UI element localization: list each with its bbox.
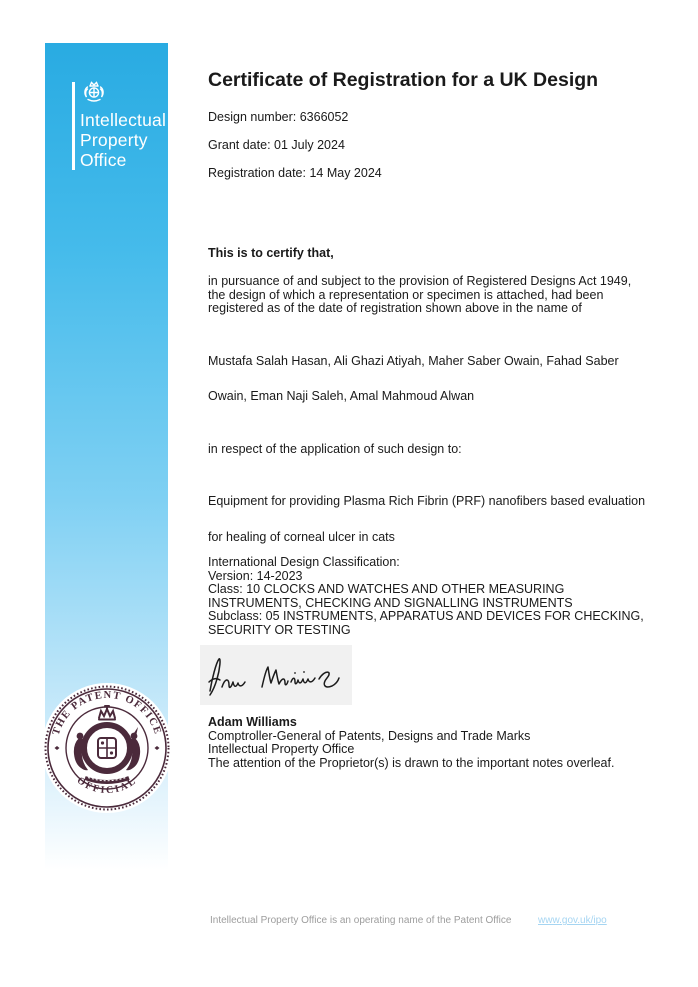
footer-link[interactable]: www.gov.uk/ipo — [538, 915, 607, 926]
certify-body: in pursuance of and subject to the provision of Registered Designs Act 1949, the design of which a representation or specimen is attached, had been registered as of the date of registration shown above in the name of — [208, 274, 632, 316]
royal-crest-icon — [80, 80, 108, 106]
design-number: Design number: 6366052 — [208, 110, 349, 124]
proprietors-line-1: Mustafa Salah Hasan, Ali Ghazi Atiyah, Maher Saber Owain, Fahad Saber — [208, 354, 619, 368]
classification-subclass-line-1: Subclass: 05 INSTRUMENTS, APPARATUS AND DEVICES FOR CHECKING, — [208, 609, 644, 624]
ipo-logo-text — [80, 110, 166, 170]
signature-strokes — [200, 645, 352, 705]
signatory-block — [208, 716, 614, 770]
classification-class-line-1: Class: 10 CLOCKS AND WATCHES AND OTHER MEASURING — [208, 582, 565, 597]
classification-subclass-line-2: SECURITY OR TESTING — [208, 622, 351, 637]
seal-bottom-text: OFFICIAL — [74, 774, 140, 797]
signatory-name: Adam Williams — [208, 715, 297, 729]
certificate-title: Certificate of Registration for a UK Design — [208, 69, 599, 91]
logo-line-2: Property — [80, 130, 148, 150]
seal-top-text: THE PATENT OFFICE — [50, 689, 164, 737]
logo-line-1: Intellectual — [80, 110, 167, 130]
footer-text: Intellectual Property Office is an operating name of the Patent Office — [210, 915, 512, 926]
signatory-role: Comptroller-General of Patents, Designs and Trade Marks — [208, 728, 531, 743]
proprietors-line-2: Owain, Eman Naji Saleh, Amal Mahmoud Alwan — [208, 389, 475, 403]
signatory-note: The attention of the Proprietor(s) is drawn to the important notes overleaf. — [208, 755, 615, 770]
registration-date: Registration date: 14 May 2024 — [208, 166, 382, 180]
respect-line: in respect of the application of such design to: — [208, 442, 462, 456]
certify-heading: This is to certify that, — [208, 246, 334, 260]
design-description-line-1: Equipment for providing Plasma Rich Fibrin (PRF) nanofibers based evaluation — [208, 494, 646, 508]
logo-line-3: Office — [80, 150, 127, 170]
classification-class-line-2: INSTRUMENTS, CHECKING AND SIGNALLING INSTRUMENTS — [208, 595, 573, 610]
classification-block — [208, 556, 663, 638]
grant-date: Grant date: 01 July 2024 — [208, 138, 345, 152]
logo-divider-bar — [72, 82, 75, 170]
signatory-office: Intellectual Property Office — [208, 742, 355, 757]
signature-image — [200, 645, 352, 705]
classification-version: Version: 14-2023 — [208, 568, 303, 583]
design-description-line-2: for healing of corneal ulcer in cats — [208, 530, 395, 544]
patent-office-seal — [41, 682, 173, 814]
classification-heading: International Design Classification: — [208, 555, 400, 569]
ipo-banner — [45, 43, 168, 870]
